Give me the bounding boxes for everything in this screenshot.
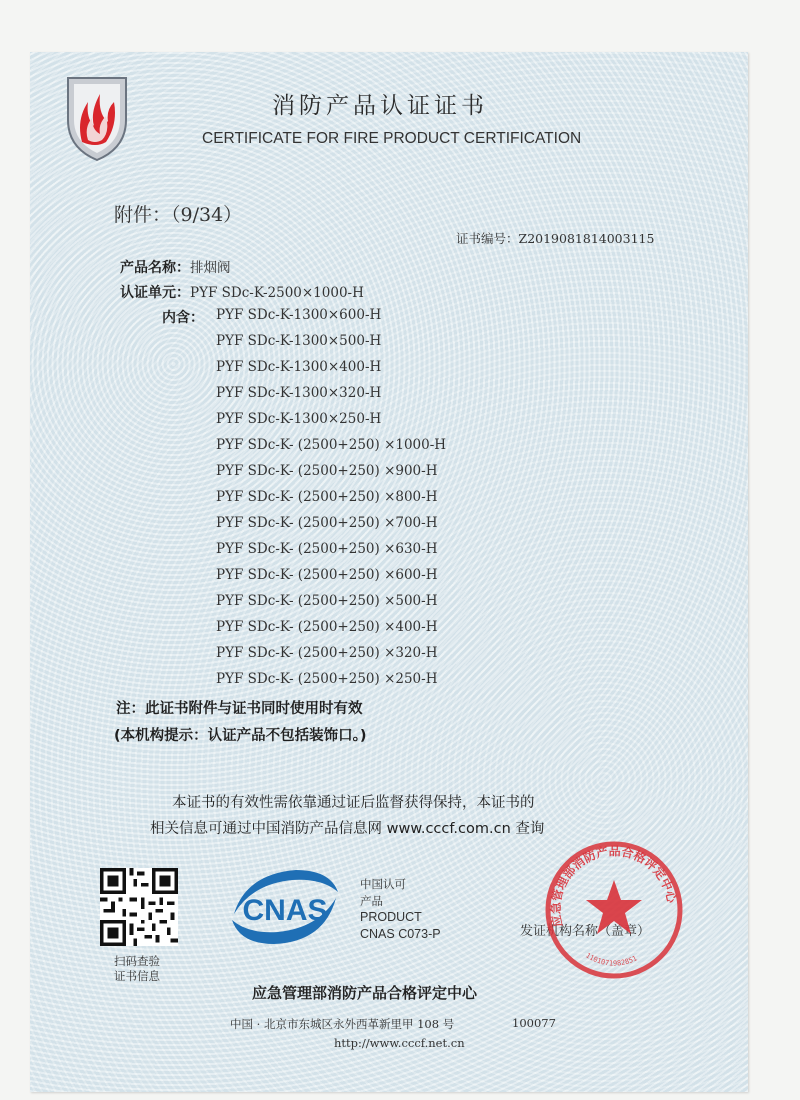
product-name-row	[120, 256, 231, 277]
validity-statement-line2: 相关信息可通过中国消防产品信息网 www.cccf.com.cn 查询	[150, 821, 545, 837]
cnas-line2: 产品	[360, 894, 383, 908]
certificate-number-label: 证书编号：	[456, 231, 519, 246]
qr-caption-line1: 扫码查验	[114, 954, 160, 968]
svg-text:1101071982851	[584, 951, 638, 967]
cnas-logo-text: CNAS	[242, 894, 328, 927]
certificate-title-cn: 消防产品认证证书	[272, 93, 488, 119]
product-name-value: 排烟阀	[190, 260, 231, 276]
seal-text: 应急管理部消防产品合格评定中心	[548, 844, 679, 929]
model-item: PYF SDc-K- (2500+250) ×1000-H	[216, 437, 447, 453]
model-item: PYF SDc-K- (2500+250) ×250-H	[216, 671, 438, 687]
model-item: PYF SDc-K-1300×320-H	[216, 385, 382, 401]
model-item: PYF SDc-K-1300×500-H	[216, 333, 382, 349]
model-item: PYF SDc-K- (2500+250) ×320-H	[216, 645, 438, 661]
model-item: PYF SDc-K- (2500+250) ×900-H	[216, 463, 438, 479]
certificate-number	[456, 229, 654, 247]
footer-address: 中国 · 北京市东城区永外西革新里甲 108 号	[230, 1017, 455, 1031]
footer-postal-code: 100077	[512, 1016, 556, 1030]
certificate-number-value: Z2019081814003115	[518, 231, 655, 246]
issuing-center-name: 应急管理部消防产品合格评定中心	[252, 984, 478, 1002]
model-item: PYF SDc-K- (2500+250) ×700-H	[216, 515, 438, 531]
model-item: PYF SDc-K- (2500+250) ×400-H	[216, 619, 438, 635]
footer-website-link[interactable]: http://www.cccf.net.cn	[334, 1036, 465, 1050]
model-item: PYF SDc-K- (2500+250) ×630-H	[216, 541, 438, 557]
cert-unit-row	[120, 282, 364, 302]
cert-unit-value: PYF SDc-K-2500×1000-H	[190, 285, 364, 301]
cnas-line4: CNAS C073-P	[360, 927, 441, 941]
model-item: PYF SDc-K- (2500+250) ×600-H	[216, 567, 438, 583]
cnas-line1: 中国认可	[360, 877, 406, 891]
seal-number: 1101071982851	[584, 951, 639, 968]
model-item: PYF SDc-K-1300×250-H	[216, 411, 382, 427]
model-item: PYF SDc-K- (2500+250) ×500-H	[216, 593, 438, 609]
model-item: PYF SDc-K-1300×400-H	[216, 359, 382, 375]
note-validity-with-certificate: 注：此证书附件与证书同时使用时有效	[116, 701, 363, 717]
model-item: PYF SDc-K-1300×600-H	[216, 307, 382, 323]
fire-shield-logo-icon	[62, 72, 132, 164]
note-decoration-excluded: (本机构提示：认证产品不包括装饰口。)	[114, 728, 367, 744]
validity-statement-line1: 本证书的有效性需依靠通过证后监督获得保持，本证书的	[172, 795, 535, 811]
issuer-label: 发证机构名称（盖章）	[520, 924, 651, 939]
cnas-logo-icon	[226, 862, 344, 950]
qr-code-icon[interactable]	[100, 868, 178, 946]
model-item: PYF SDc-K- (2500+250) ×800-H	[216, 489, 438, 505]
cnas-line3: PRODUCT	[360, 910, 422, 924]
attachment-index: 附件：（9/34）	[114, 204, 243, 226]
official-seal-icon	[542, 838, 686, 982]
cert-unit-label: 认证单元：	[120, 285, 190, 301]
includes-label: 内含：	[162, 310, 204, 326]
qr-caption-line2: 证书信息	[114, 969, 160, 983]
certificate-title-en: CERTIFICATE FOR FIRE PRODUCT CERTIFICATION	[202, 130, 582, 147]
product-name-label: 产品名称：	[120, 260, 190, 276]
